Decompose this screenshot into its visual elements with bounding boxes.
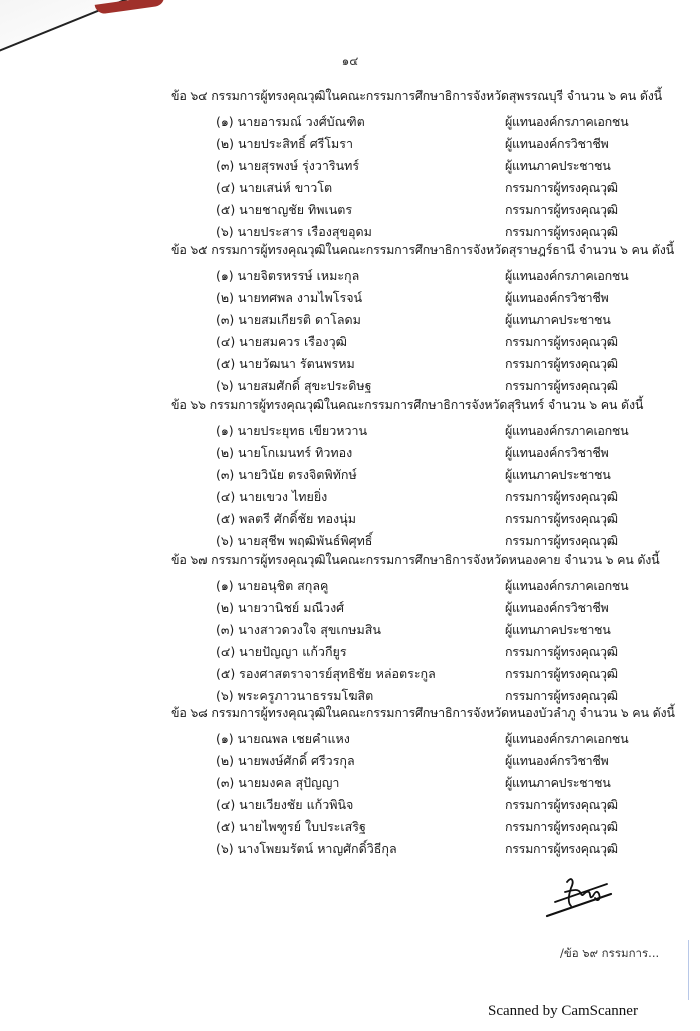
member-row [0,266,700,288]
member-role: กรรมการผู้ทรงคุณวุฒิ [505,489,618,504]
member-name: (๔) นายสมควร เรืองวุฒิ [216,334,347,349]
member-role: กรรมการผู้ทรงคุณวุฒิ [505,356,618,371]
member-name: (๔) นายเสน่ห์ ขาวโต [216,180,333,195]
member-name: (๕) นายวัฒนา รัตนพรหม [216,356,355,371]
member-name: (๕) รองศาสตราจารย์สุทธิชัย หล่อตระกูล [216,666,436,681]
member-name: (๕) พลตรี ศักดิ์ชัย ทองนุ่ม [216,511,356,526]
member-name: (๑) นายประยุทธ เขียวหวาน [216,423,368,438]
member-row [0,134,700,156]
member-role: กรรมการผู้ทรงคุณวุฒิ [505,180,618,195]
member-row [0,443,700,465]
member-role: ผู้แทนภาคประชาชน [505,312,611,327]
member-name: (๒) นายโกเมนทร์ ทิวทอง [216,445,353,460]
member-name: (๑) นายอนุชิต สกุลคู [216,578,329,593]
member-row [0,729,700,751]
member-role: ผู้แทนองค์กรวิชาชีพ [505,136,609,151]
scanner-watermark: Scanned by CamScanner [488,1003,638,1019]
member-role: ผู้แทนองค์กรภาคเอกชน [505,423,629,438]
member-role: ผู้แทนภาคประชาชน [505,775,611,790]
member-name: (๔) นายเวียงชัย แก้วพินิจ [216,797,354,812]
member-role: ผู้แทนองค์กรภาคเอกชน [505,731,629,746]
member-name: (๖) นายสมศักดิ์ สุขะประดิษฐ [216,378,372,393]
member-role: กรรมการผู้ทรงคุณวุฒิ [505,644,618,659]
section-title: ข้อ ๖๗ กรรมการผู้ทรงคุณวุฒิในคณะกรรมการศึกษาธิการจังหวัดหนองคาย จำนวน ๖ คน ดังนี้ [171,552,660,567]
member-role: กรรมการผู้ทรงคุณวุฒิ [505,688,618,703]
member-role: กรรมการผู้ทรงคุณวุฒิ [505,511,618,526]
member-row [0,156,700,178]
member-role: ผู้แทนองค์กรภาคเอกชน [505,268,629,283]
member-name: (๒) นายทศพล งามไพโรจน์ [216,290,363,305]
signature-icon [545,872,615,922]
member-row [0,773,700,795]
member-role: กรรมการผู้ทรงคุณวุฒิ [505,224,618,239]
section-title: ข้อ ๖๘ กรรมการผู้ทรงคุณวุฒิในคณะกรรมการศึกษาธิการจังหวัดหนองบัวลำภู จำนวน ๖ คน ดังนี้ [171,705,675,720]
member-name: (๓) นายสุรพงษ์ รุ่งวารินทร์ [216,158,360,173]
member-role: ผู้แทนองค์กรวิชาชีพ [505,290,609,305]
member-row [0,487,700,509]
member-name: (๖) นายสุชีพ พฤฒิพันธ์พิศุทธิ์ [216,533,373,548]
section-title: ข้อ ๖๕ กรรมการผู้ทรงคุณวุฒิในคณะกรรมการศึกษาธิการจังหวัดสุราษฎร์ธานี จำนวน ๖ คน ดังนี้ [171,242,674,257]
member-row [0,751,700,773]
member-name: (๑) นายอารมณ์ วงศ์บัณฑิต [216,114,365,129]
member-name: (๓) นายมงคล สุปัญญา [216,775,340,790]
member-role: กรรมการผู้ทรงคุณวุฒิ [505,378,618,393]
member-row [0,332,700,354]
member-name: (๖) พระครูภาวนาธรรมโฆสิต [216,688,374,703]
member-row [0,642,700,664]
member-name: (๕) นายไพฑูรย์ ใบประเสริฐ [216,819,366,834]
member-role: ผู้แทนภาคประชาชน [505,158,611,173]
member-name: (๖) นางโพยมรัตน์ หาญศักดิ์วิธีกุล [216,841,397,856]
member-row [0,576,700,598]
member-role: กรรมการผู้ทรงคุณวุฒิ [505,819,618,834]
member-name: (๑) นายจิตรหรรษ์ เหมะกุล [216,268,360,283]
member-row [0,839,700,861]
member-row [0,598,700,620]
member-name: (๓) นายวินัย ตรงจิตพิทักษ์ [216,467,357,482]
member-name: (๒) นายวานิชย์ มณีวงศ์ [216,600,345,615]
member-name: (๖) นายประสาร เรืองสุขอุดม [216,224,372,239]
member-row [0,664,700,686]
member-name: (๔) นายเขวง ไทยยิ่ง [216,489,328,504]
member-row [0,795,700,817]
member-row [0,465,700,487]
member-role: กรรมการผู้ทรงคุณวุฒิ [505,334,618,349]
member-role: ผู้แทนองค์กรวิชาชีพ [505,445,609,460]
page-number: ๑๔ [341,54,359,68]
member-role: ผู้แทนองค์กรภาคเอกชน [505,114,629,129]
member-row [0,178,700,200]
member-row [0,288,700,310]
member-role: กรรมการผู้ทรงคุณวุฒิ [505,202,618,217]
continuation-note: /ข้อ ๖๙ กรรมการ... [560,946,660,960]
member-role: กรรมการผู้ทรงคุณวุฒิ [505,797,618,812]
member-row [0,112,700,134]
member-name: (๔) นายปัญญา แก้วกียูร [216,644,347,659]
member-role: ผู้แทนภาคประชาชน [505,622,611,637]
member-name: (๕) นายชาญชัย ทิพเนตร [216,202,353,217]
member-row [0,421,700,443]
member-role: กรรมการผู้ทรงคุณวุฒิ [505,841,618,856]
member-name: (๓) นายสมเกียรติ ดาโลดม [216,312,361,327]
scan-edge-line [688,940,689,1000]
member-role: ผู้แทนองค์กรวิชาชีพ [505,753,609,768]
member-name: (๓) นางสาวดวงใจ สุขเกษมสิน [216,622,381,637]
section-title: ข้อ ๖๖ กรรมการผู้ทรงคุณวุฒิในคณะกรรมการศึกษาธิการจังหวัดสุรินทร์ จำนวน ๖ คน ดังนี้ [171,397,644,412]
member-role: ผู้แทนองค์กรภาคเอกชน [505,578,629,593]
member-role: ผู้แทนภาคประชาชน [505,467,611,482]
member-row [0,354,700,376]
member-role: ผู้แทนองค์กรวิชาชีพ [505,600,609,615]
member-name: (๑) นายณพล เชยคำแหง [216,731,350,746]
member-row [0,620,700,642]
member-row [0,817,700,839]
member-name: (๒) นายประสิทธิ์ ศรีโมรา [216,136,354,151]
member-row [0,200,700,222]
section-title: ข้อ ๖๔ กรรมการผู้ทรงคุณวุฒิในคณะกรรมการศึกษาธิการจังหวัดสุพรรณบุรี จำนวน ๖ คน ดังนี้ [171,88,663,103]
member-row [0,310,700,332]
member-role: กรรมการผู้ทรงคุณวุฒิ [505,533,618,548]
member-role: กรรมการผู้ทรงคุณวุฒิ [505,666,618,681]
member-row [0,509,700,531]
member-name: (๒) นายพงษ์ศักดิ์ ศรีวรกุล [216,753,355,768]
